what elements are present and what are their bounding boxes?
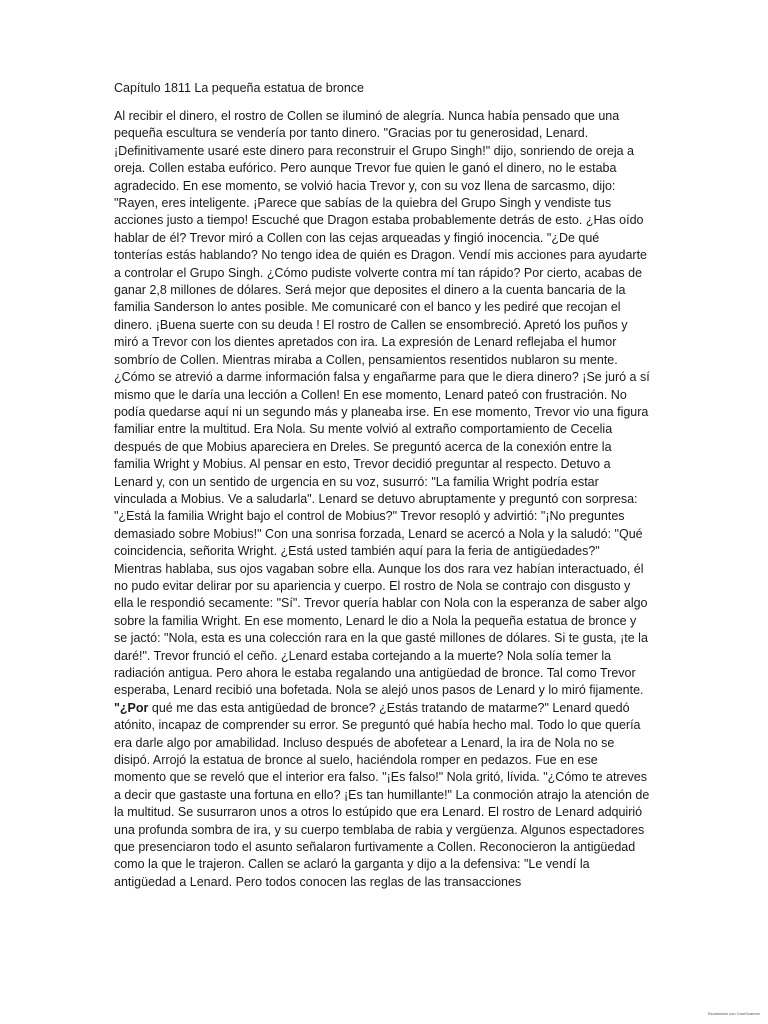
document-page xyxy=(114,80,650,891)
bold-fragment: "¿Por xyxy=(114,700,149,715)
body-paragraph xyxy=(114,108,650,891)
body-text-part2: qué me das esta antigüedad de bronce? ¿Estás tratando de matarme?" Lenard quedó atónito, incapaz de comprender su error. Se preguntó qué había hecho mal. Todo lo que quería era darle algo por amabilidad. Incluso después de abofetear a Lenard, la ira de Nola no se disipó. Arrojó la estatua de bronce al suelo, haciéndola romper en pedazos. Fue en ese momento que se reveló que el interior era falso. "¡Es falso!" Nola gritó, lívida. "¿Cómo te atreves a decir que gastaste una fortuna en ello? ¡Es tan humillante!" La conmoción atrajo la atención de la multitud. Se susurraron unos a otros lo estúpido que era Lenard. El rostro de Lenard adquirió una profunda sombra de ira, y su cuerpo temblaba de rabia y vergüenza. Algunos espectadores que presenciaron todo el asunto señalaron furtivamente a Collen. Reconocieron la antigüedad como la que le trajeron. Callen se aclaró la garganta y dijo a la defensiva: "Le vendí la antigüedad a Lenard. Pero todos conocen las reglas de las transacciones xyxy=(114,700,650,889)
chapter-title: Capítulo 1811 La pequeña estatua de bronce xyxy=(114,81,364,95)
scanner-watermark: Escaneado con CamScanner xyxy=(707,1011,760,1016)
body-text-part1: Al recibir el dinero, el rostro de Collen se iluminó de alegría. Nunca había pensado que una pequeña escultura se vendería por tanto dinero. "Gracias por tu generosidad, Lenard. ¡Definitivamente usaré este dinero para reconstruir el Grupo Singh!" dijo, sonriendo de oreja a oreja. Collen estaba eufórico. Pero aunque Trevor fue quien le ganó el dinero, no le estaba agradecido. En ese momento, se volvió hacia Trevor y, con su voz llena de sarcasmo, dijo: "Rayen, eres inteligente. ¡Parece que sabías de la quiebra del Grupo Singh y vendiste tus acciones justo a tiempo! Escuché que Dragon estaba probablemente detrás de esto. ¿Has oído hablar de él? Trevor miró a Collen con las cejas arqueadas y fingió inocencia. "¿De qué tonterías estás hablando? No tengo idea de quién es Dragon. Vendí mis acciones para ayudarte a controlar el Grupo Singh. ¿Cómo pudiste volverte contra mí tan rápido? Por cierto, acabas de ganar 2,8 millones de dólares. Será mejor que deposites el dinero a la cuenta bancaria de la familia Sanderson lo antes posible. Me comunicaré con el banco y les pediré que recojan el dinero. ¡Buena suerte con su deuda ! El rostro de Callen se ensombreció. Apretó los puños y miró a Trevor con los dientes apretados con ira. La expresión de Lenard reflejaba el humor sombrío de Collen. Mientras miraba a Collen, pensamientos resentidos nublaron su mente. ¿Cómo se atrevió a darme información falsa y engañarme para que le diera dinero? ¡Se juró a sí mismo que le daría una lección a Collen! En ese momento, Lenard pateó con frustración. No podía quedarse aquí ni un segundo más y planeaba irse. En ese momento, Trevor vio una figura familiar entre la multitud. Era Nola. Su mente volvió al extraño comportamiento de Cecelia después de que Mobius apareciera en Dreles. Se preguntó acerca de la conexión entre la familia Wright y Mobius. Al pensar en esto, Trevor decidió preguntar al respecto. Detuvo a Lenard y, con un sentido de urgencia en su voz, susurró: "La familia Wright podría estar vinculada a Mobius. Ve a saludarla". Lenard se detuvo abruptamente y preguntó con sorpresa: "¿Está la familia Wright bajo el control de Mobius?" Trevor resopló y advirtió: "¡No preguntes demasiado sobre Mobius!" Con una sonrisa forzada, Lenard se acercó a Nola y la saludó: "Qué coincidencia, señorita Wright. ¿Está usted también aquí para la feria de antigüedades?" Mientras hablaba, sus ojos vagaban sobre ella. Aunque los dos rara vez habían interactuado, él no pudo evitar delirar por su apariencia y cuerpo. El rostro de Nola se contrajo con disgusto y ella le respondió secamente: "Sí". Trevor quería hablar con Nola con la esperanza de saber algo sobre la familia Wright. En ese momento, Lenard le dio a Nola la pequeña estatua de bronce y se jactó: "Nola, esta es una colección rara en la que gasté millones de dólares. Si te gusta, ¡te la daré!". Trevor frunció el ceño. ¿Lenard estaba cortejando a la muerte? Nola solía temer la radiación antigua. Pero ahora le estaba regalando una antigüedad de bronce. Tal como Trevor esperaba, Lenard recibió una bofetada. Nola se alejó unos pasos de Lenard y lo miró fijamente. xyxy=(114,109,650,698)
